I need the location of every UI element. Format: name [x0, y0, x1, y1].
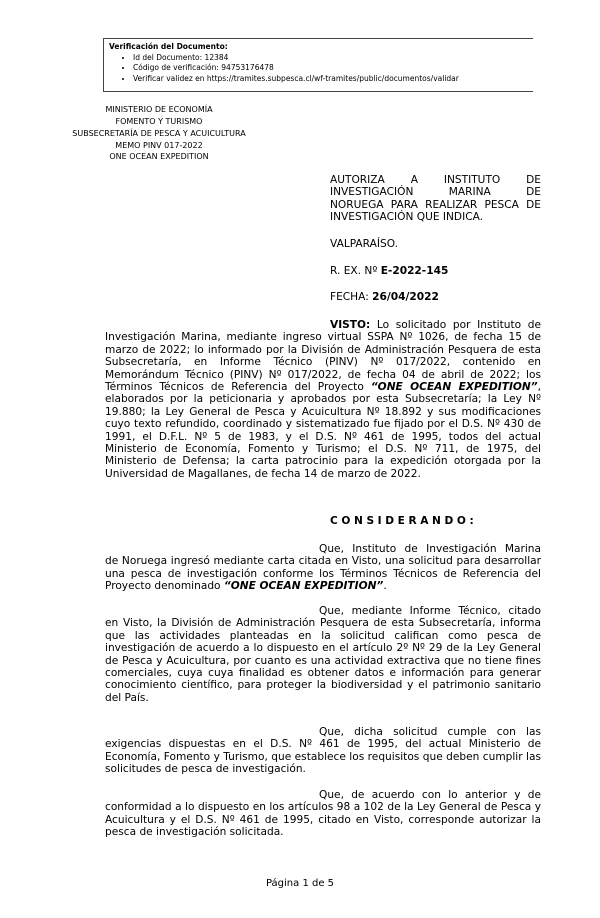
paragraph-line: comerciales, cuya cuya finalidad es obtener datos e información para generar	[105, 667, 541, 680]
verification-box	[103, 38, 533, 92]
date-label: FECHA:	[330, 291, 373, 303]
visto-line: Subsecretaría, en Informe Técnico (PINV) Nº 017/2022, contenido en	[105, 356, 541, 369]
verification-title: Verificación del Documento:	[109, 42, 228, 51]
visto-label: VISTO:	[330, 319, 371, 331]
title-line: INVESTIGACIÓN QUE INDICA.	[330, 210, 484, 223]
considerando-paragraph-3	[105, 726, 541, 776]
visto-terms-line: Términos Técnicos de Referencia del Proyecto “ONE OCEAN EXPEDITION”,	[105, 381, 541, 394]
document-id: • Id del Documento: 12384	[133, 53, 533, 64]
resolution-date	[330, 291, 541, 303]
visto-line: Universidad de Magallanes, de fecha 14 de marzo de 2022.	[105, 467, 421, 480]
paragraph-line: investigación de acuerdo a lo dispuesto en el artículo 2º Nº 29 de la Ley General	[105, 642, 541, 655]
paragraph-line: que las actividades planteadas en la solicitud califican como pesca de	[105, 629, 541, 642]
visto-line: Investigación Marina, mediante ingreso virtual SSPA Nº 1026, de fecha 15 de	[105, 331, 541, 344]
visto-first-line: VISTO: Lo solicitado por Instituto de	[330, 319, 541, 331]
paragraph-line: Que, dicha solicitud cumple con las	[319, 726, 541, 738]
title-line: INVESTIGACIÓN MARINA DE	[330, 186, 541, 199]
memo-reference: MEMO PINV 017-2022	[115, 141, 203, 150]
verification-url[interactable]: • Verificar validez en https://tramites.subpesca.cl/wf-tramites/public/documentos/validar	[133, 74, 533, 85]
verification-code: • Código de verificación: 94753176478	[133, 63, 533, 74]
ministry-name-2: FOMENTO Y TURISMO	[115, 117, 203, 126]
project-reference: ONE OCEAN EXPEDITION	[109, 152, 209, 161]
paragraph-line: pesca de investigación solicitada.	[105, 826, 284, 839]
ministry-name: MINISTERIO DE ECONOMÍA	[105, 105, 213, 114]
document-title	[330, 174, 541, 223]
visto-line: Ministerio de Defensa; la carta patrocinio para la expedición otorgada por la	[105, 455, 541, 468]
paragraph-line: solicitudes de pesca de investigación.	[105, 763, 306, 776]
place: VALPARAÍSO.	[330, 238, 398, 250]
resolution-number	[330, 265, 541, 277]
visto-line: cuyo texto refundido, coordinado y sistematizado fue fijado por el D.S. Nº 430 de	[105, 418, 541, 431]
visto-line: marzo de 2022; lo informado por la División de Administración Pesquera de esta	[105, 343, 541, 356]
considerando-paragraph-4	[105, 789, 541, 839]
considerando-paragraph-1	[105, 543, 541, 593]
paragraph-line: Economía, Fomento y Turismo, que establece los requisitos que deben cumplir las	[105, 750, 541, 763]
paragraph-line: del País.	[105, 691, 149, 704]
paragraph-line: una pesca de investigación conforme los Términos Técnicos de Referencia del	[105, 567, 541, 580]
page-number: Página 1 de 5	[265, 878, 335, 889]
visto-paragraph	[105, 319, 541, 480]
paragraph-line: conocimiento científico, para proteger la biodiversidad y el patrimonio sanitario	[105, 679, 541, 692]
project-name: “ONE OCEAN EXPEDITION”	[370, 381, 538, 394]
paragraph-line: Que, de acuerdo con lo anterior y de	[319, 789, 541, 801]
paragraph-line: Proyecto denominado “ONE OCEAN EXPEDITION”.	[105, 580, 387, 593]
verification-list	[109, 53, 533, 85]
paragraph-line: en Visto, la División de Administración Pesquera de esta Subsecretaría, informa	[105, 617, 541, 630]
paragraph-line: Que, Instituto de Investigación Marina	[319, 543, 541, 555]
paragraph-line: Acuicultura y el D.S. Nº 461 de 1995, citado en Visto, corresponde autorizar la	[105, 813, 541, 826]
visto-line: 19.880; la Ley General de Pesca y Acuicultura Nº 18.892 y sus modificaciones	[105, 405, 541, 418]
paragraph-line: conformidad a lo dispuesto en los artículos 98 a 102 de la Ley General de Pesca y	[105, 801, 541, 814]
visto-line: 1991, el D.F.L. Nº 5 de 1983, y el D.S. Nº 461 de 1995, todos del actual	[105, 430, 541, 443]
visto-line: Ministerio de Economía, Fomento y Turismo; el D.S. Nº 711, de 1975, del	[105, 443, 541, 456]
paragraph-line: exigencias dispuestas en el D.S. Nº 461 de 1995, del actual Ministerio de	[105, 738, 541, 751]
date-value: 26/04/2022	[372, 291, 439, 303]
considerando-paragraph-2	[105, 605, 541, 704]
project-name: “ONE OCEAN EXPEDITION”	[223, 580, 384, 593]
subsecretaria-name: SUBSECRETARÍA DE PESCA Y ACUICULTURA	[72, 129, 246, 138]
resolution-value: E-2022-145	[380, 265, 449, 277]
visto-line: Memorándum Técnico (PINV) Nº 017/2022, de fecha 04 de abril de 2022; los	[105, 368, 541, 381]
resolution-prefix: R. EX. Nº	[330, 265, 381, 277]
paragraph-line: de Noruega ingresó mediante carta citada en Visto, una solicitud para desarrollar	[105, 555, 541, 568]
title-line: AUTORIZA A INSTITUTO DE	[330, 174, 541, 186]
considerando-heading: CONSIDERANDO:	[330, 515, 478, 527]
title-line: NORUEGA PARA REALIZAR PESCA DE	[330, 198, 541, 211]
paragraph-line: de Pesca y Acuicultura, por cuanto es una actividad extractiva que no tiene fines	[105, 654, 541, 667]
visto-line: elaborados por la peticionaria y aprobados por esta Subsecretaría; la Ley Nº	[105, 393, 541, 406]
paragraph-line: Que, mediante Informe Técnico, citado	[319, 605, 541, 617]
